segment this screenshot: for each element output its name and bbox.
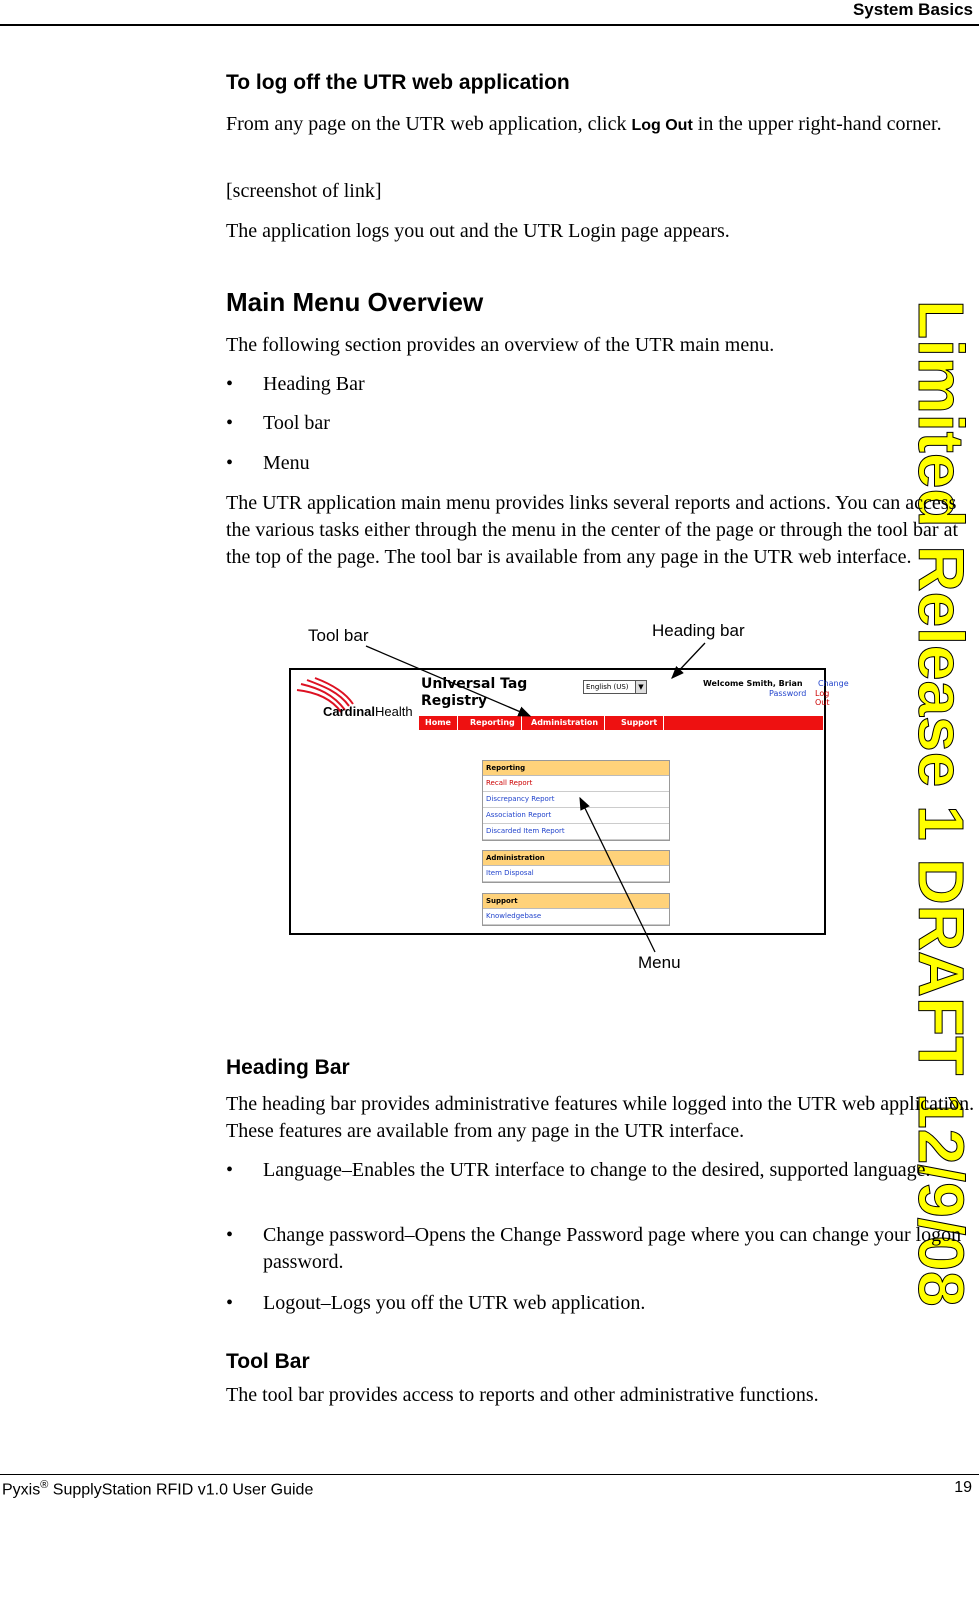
logoff-step: From any page on the UTR web application, click Log Out in the upper right-hand corner.	[226, 113, 942, 135]
page-number: 19	[954, 1479, 972, 1496]
running-header: System Basics	[852, 0, 973, 19]
app-title: Universal Tag Registry	[421, 676, 528, 709]
menu-item[interactable]: Knowledgebase	[483, 909, 669, 925]
tab-support[interactable]: Support	[615, 716, 664, 730]
menu-heading: Administration	[483, 851, 669, 866]
heading-bar-arrow	[672, 643, 705, 678]
logoff-result: The application logs you out and the UTR Login page appears.	[226, 220, 730, 242]
language-select[interactable]: English (US) ▼	[583, 680, 647, 694]
log-out-ui-ref: Log Out	[631, 117, 693, 134]
heading-bar-body: The heading bar provides administrative features while logged into the UTR web application. These features are available from any page in the UTR interface.	[226, 1093, 975, 1142]
draft-watermark: Limited Release 1 DRAFT 12/9/08	[905, 300, 977, 1307]
log-out-link[interactable]: Log Out	[815, 689, 830, 707]
menu-item[interactable]: Discrepancy Report	[483, 792, 669, 808]
cardinal-health-wordmark: CardinalHealth	[323, 704, 413, 719]
footer-document-title: Pyxis® SupplyStation RFID v1.0 User Guide	[2, 1479, 314, 1499]
menu-item[interactable]: Discarded Item Report	[483, 824, 669, 840]
tab-administration[interactable]: Administration	[525, 716, 605, 730]
main-menu-overview-heading: Main Menu Overview	[226, 287, 484, 317]
callout-menu: Menu	[638, 953, 681, 972]
menu-item[interactable]: Recall Report	[483, 776, 669, 792]
chevron-down-icon: ▼	[635, 681, 646, 693]
tab-reporting[interactable]: Reporting	[464, 716, 522, 730]
menu-arrow	[580, 798, 655, 952]
welcome-text: Welcome Smith, Brian	[703, 679, 803, 688]
footer-rule	[0, 1474, 979, 1475]
menu-heading: Reporting	[483, 761, 669, 776]
screenshot-placeholder: [screenshot of link]	[226, 180, 382, 202]
callout-tool-bar: Tool bar	[308, 626, 369, 645]
tab-home[interactable]: Home	[419, 716, 458, 730]
menu-heading: Support	[483, 894, 669, 909]
menu-item[interactable]: Association Report	[483, 808, 669, 824]
tool-bar-arrow	[366, 646, 530, 716]
tool-bar-heading: Tool Bar	[226, 1350, 310, 1373]
overview-body: The UTR application main menu provides links several reports and actions. You can access the various tasks either through the menu in the center of the page or through the tool bar at the top of the page. The tool bar is available from any page in the UTR web interface.	[226, 492, 959, 568]
callout-heading-bar: Heading bar	[652, 621, 745, 640]
tool-bar-body: The tool bar provides access to reports and other administrative functions.	[226, 1384, 819, 1406]
overview-intro: The following section provides an overview of the UTR main menu.	[226, 334, 775, 356]
heading-bar-heading: Heading Bar	[226, 1056, 350, 1079]
logoff-heading: To log off the UTR web application	[226, 71, 570, 94]
change-password-link[interactable]: Change	[818, 679, 849, 688]
menu-item[interactable]: Item Disposal	[483, 866, 669, 882]
change-password-link-line2[interactable]: Password	[769, 689, 807, 698]
